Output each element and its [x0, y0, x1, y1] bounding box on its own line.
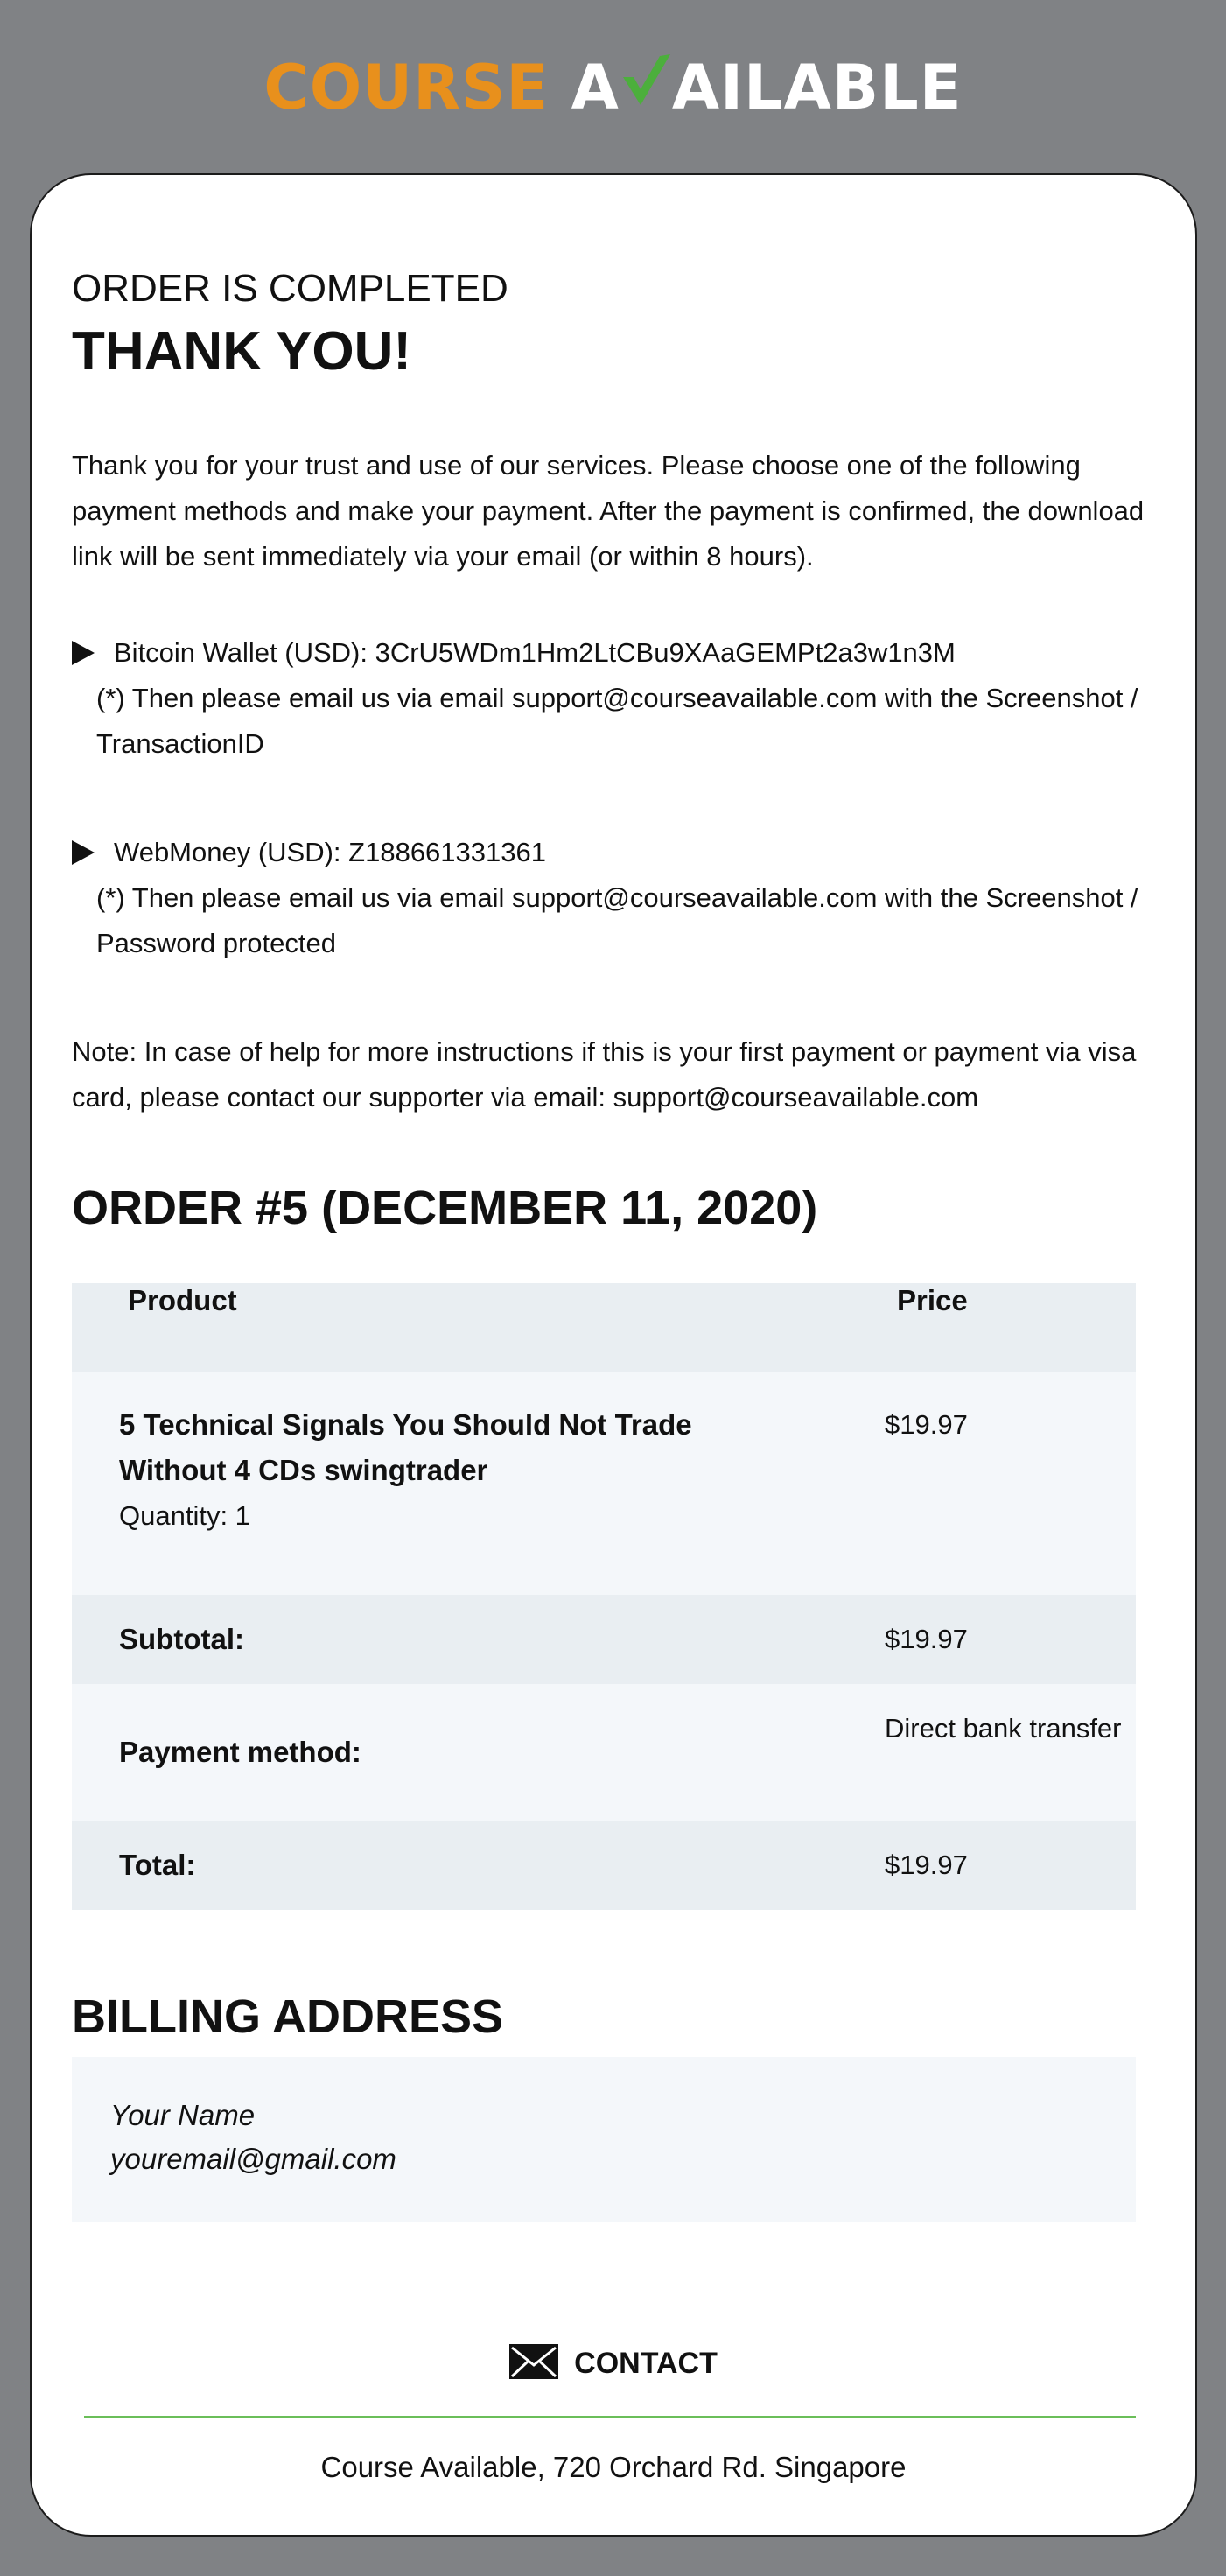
brand-word-course: COURSE [263, 52, 550, 123]
payment-option-webmoney [72, 830, 1169, 966]
checkmark-icon [620, 51, 672, 112]
footer-divider [84, 2416, 1136, 2418]
order-status: ORDER IS COMPLETED [72, 267, 508, 310]
product-name: 5 Technical Signals You Should Not Trade Without 4 CDs swingtrader [119, 1408, 692, 1486]
play-arrow-icon [72, 641, 95, 665]
play-arrow-icon [72, 840, 95, 865]
payment-method-label: Payment method: [119, 1736, 361, 1768]
total-row [72, 1821, 1136, 1910]
payment-option-bitcoin [72, 630, 1169, 767]
product-quantity: Quantity: 1 [119, 1500, 250, 1531]
payment-instruction: (*) Then please email us via email support@courseavailable.com with the Screenshot / Password protected [96, 882, 1138, 958]
brand-logo [0, 35, 1226, 140]
subtotal-row [72, 1595, 1136, 1684]
contact-label: CONTACT [574, 2347, 718, 2380]
thank-you-heading: THANK YOU! [72, 321, 412, 382]
product-price: $19.97 [885, 1409, 968, 1440]
billing-heading: BILLING ADDRESS [72, 1990, 504, 2043]
brand-word-available-prefix: A [571, 52, 620, 123]
table-header-row [72, 1283, 1136, 1372]
total-label: Total: [119, 1849, 196, 1881]
billing-email: youremail@gmail.com [110, 2143, 396, 2175]
brand-word-available-suffix: AILABLE [671, 52, 963, 123]
order-card [30, 173, 1197, 2537]
payment-method-label: WebMoney (USD): Z188661331361 [114, 837, 546, 867]
billing-address-box [72, 2057, 1136, 2222]
table-row [72, 1372, 1136, 1595]
order-heading: ORDER #5 (DECEMBER 11, 2020) [72, 1182, 818, 1234]
payment-method-value: Direct bank transfer [885, 1713, 1122, 1744]
intro-text: Thank you for your trust and use of our services. Please choose one of the following payment methods and make your payment. After the payment is confirmed, the download link will be sent immediately via your email (or within 8 hours). [72, 450, 1145, 572]
column-header-price: Price [897, 1284, 968, 1316]
subtotal-value: $19.97 [885, 1624, 968, 1654]
payment-method-row [72, 1684, 1136, 1821]
payment-method-label: Bitcoin Wallet (USD): 3CrU5WDm1Hm2LtCBu9XAaGEMPt2a3w1n3M [114, 637, 956, 668]
payment-instruction: (*) Then please email us via email support@courseavailable.com with the Screenshot / TransactionID [96, 683, 1138, 759]
subtotal-label: Subtotal: [119, 1623, 244, 1655]
contact-link[interactable] [32, 2337, 1195, 2390]
billing-name: Your Name [110, 2099, 256, 2131]
help-note: Note: In case of help for more instructions if this is your first payment or payment via visa card, please contact our supporter via email: support@courseavailable.com [72, 1036, 1137, 1113]
order-table [72, 1283, 1136, 1910]
total-value: $19.97 [885, 1850, 968, 1880]
company-address: Course Available, 720 Orchard Rd. Singapore [320, 2451, 907, 2483]
column-header-product: Product [128, 1284, 237, 1316]
envelope-icon [509, 2344, 558, 2379]
